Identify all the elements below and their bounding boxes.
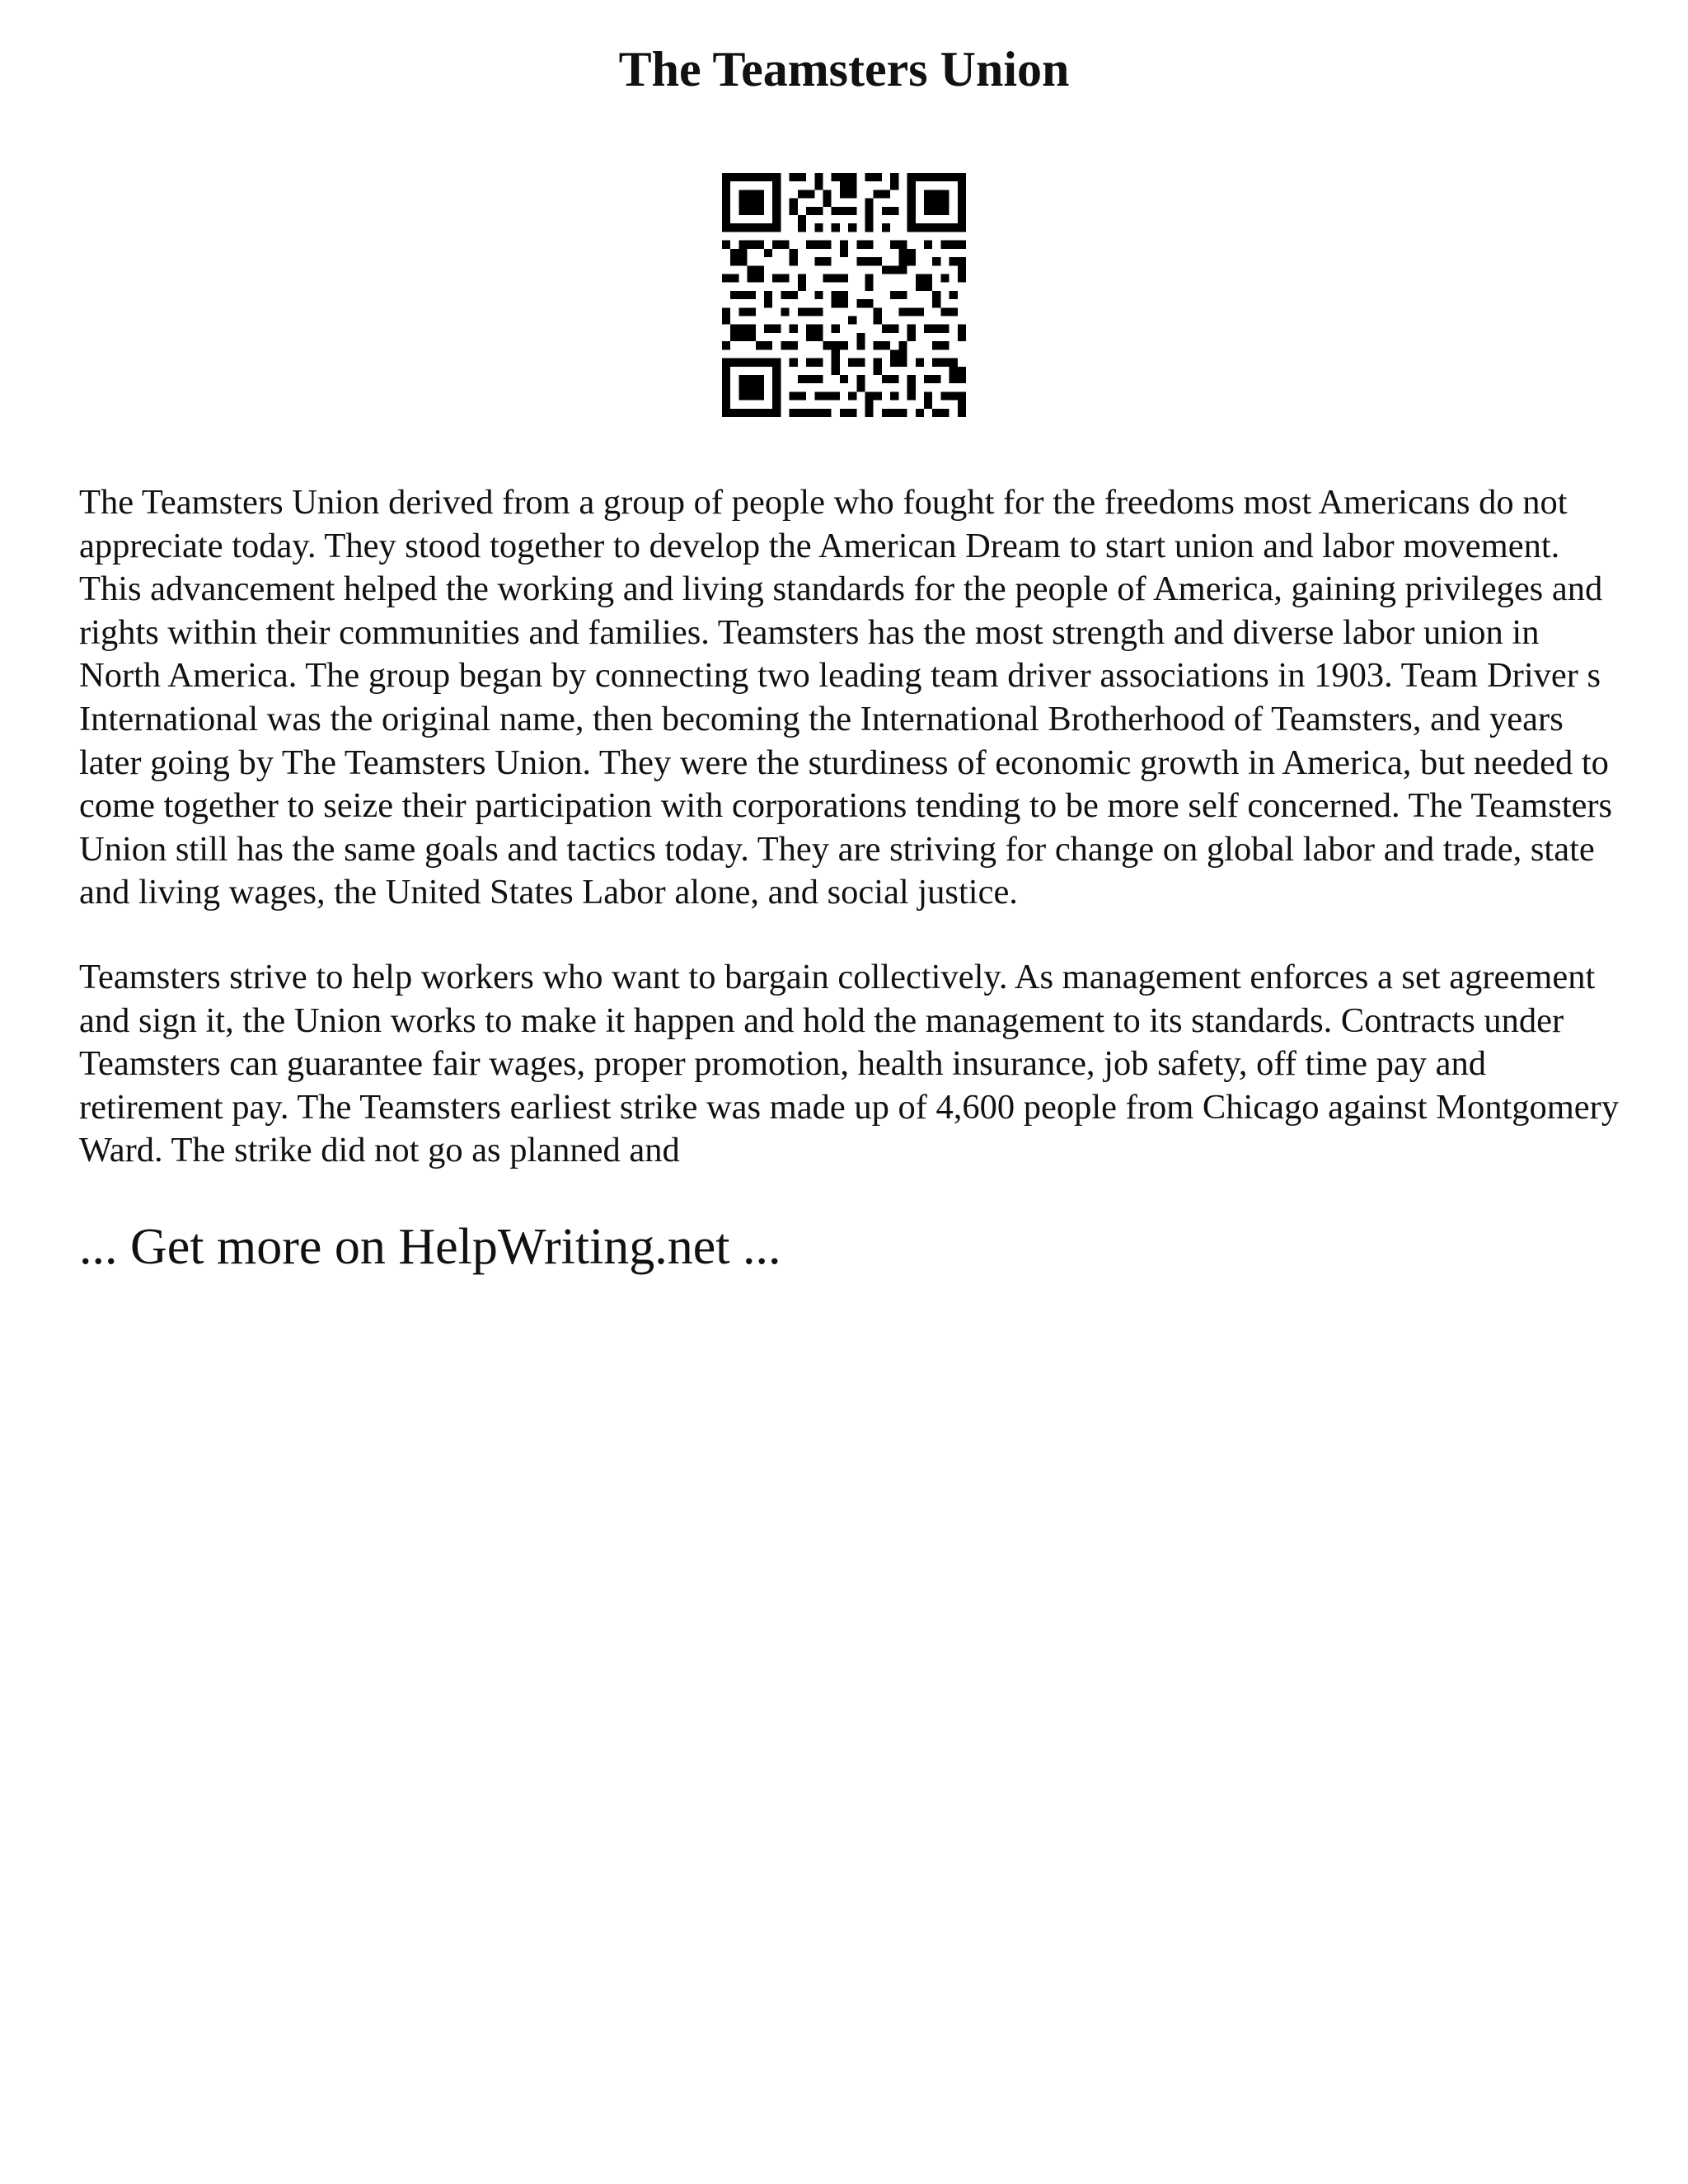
get-more-link[interactable]: ... Get more on HelpWriting.net ... bbox=[79, 1218, 781, 1275]
page-title: The Teamsters Union bbox=[618, 42, 1070, 96]
qr-code-icon bbox=[722, 173, 966, 417]
article-body bbox=[79, 481, 1629, 1280]
paragraph-1: The Teamsters Union derived from a group of people who fought for the freedoms most Americans do not appreciate today. They stood together to develop the American Dream to start union and labor movement. This advancement helped the working and living standards for the people of America, gaining privileges and rights within their communities and families. Teamsters has the most strength and diverse labor union in North America. The group began by connecting two leading team driver associations in 1903. Team Driver s International was the original name, then becoming the International Brotherhood of Teamsters, and years later going by The Teamsters Union. They were the sturdiness of economic growth in America, but needed to come together to seize their participation with corporations tending to be more self concerned. The Teamsters Union still has the same goals and tactics today. They are striving for change on global labor and trade, state and living wages, the United States Labor alone, and social justice. bbox=[79, 483, 1613, 912]
paragraph-2: Teamsters strive to help workers who want to bargain collectively. As management enforces a set agreement and sign it, the Union works to make it happen and hold the management to its standards. Contracts under Teamsters can guarantee fair wages, proper promotion, health insurance, job safety, off time pay and retirement pay. The Teamsters earliest strike was made up of 4,600 people from Chicago against Montgomery Ward. The strike did not go as planned and bbox=[79, 957, 1620, 1170]
